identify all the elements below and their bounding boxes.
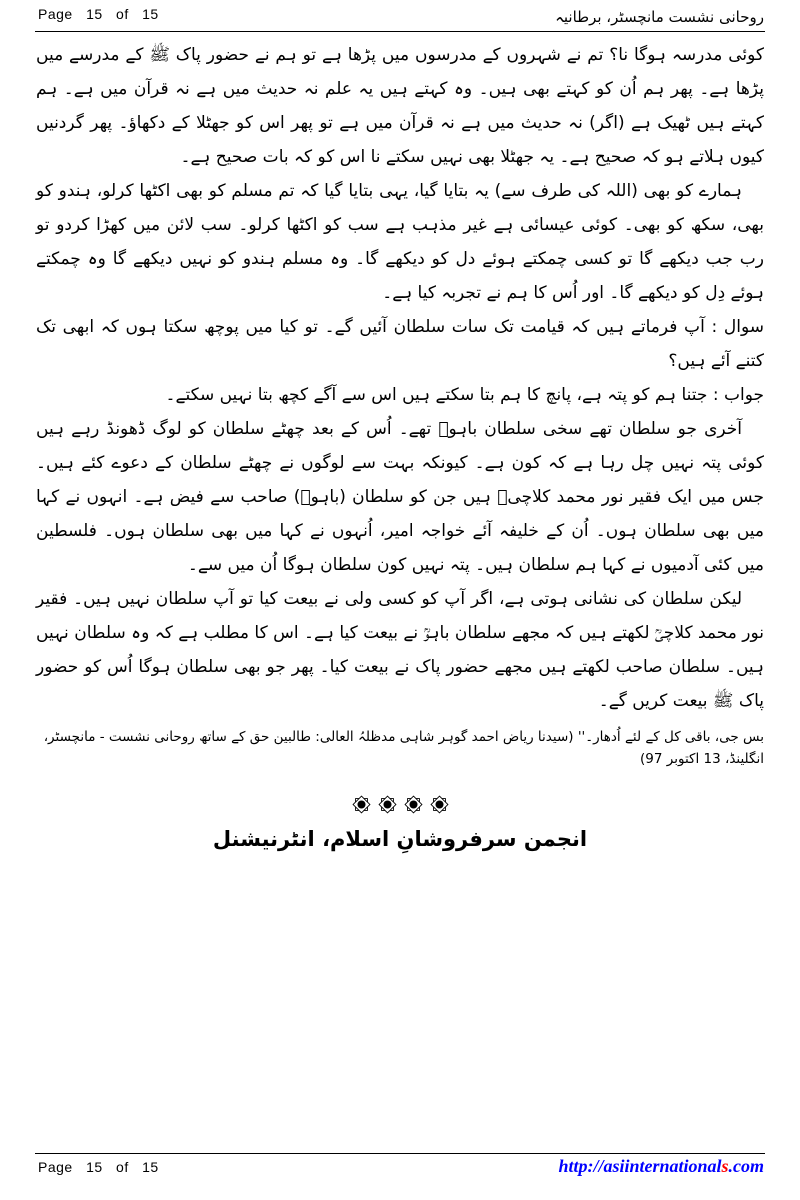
header-divider: [35, 31, 765, 32]
eight-pointed-star-icon: [429, 794, 450, 815]
website-link-suffix: .com: [728, 1156, 764, 1176]
website-link[interactable]: [558, 1156, 764, 1177]
ornament-row: [36, 794, 764, 815]
eight-pointed-star-icon: [403, 794, 424, 815]
body-paragraph: کوئی مدرسہ ہوگا نا؟ تم نے شہروں کے مدرسوں میں پڑھا ہے تو ہم نے حضور پاک ﷺ کے مدرسے میں پڑھا ہے۔ پھر ہم اُن کو کہتے بھی ہیں۔ وہ کہتے ہیں یہ علم نہ حدیث میں ہے نہ قرآن میں ہے۔ ہم کہتے ہیں ٹھیک ہے (اگر) نہ حدیث میں ہے نہ قرآن میں ہے تو پھر اس کو جھٹلا کے دکھاؤ۔ پھر گردنیں کیوں ہلاتے ہو کہ صحیح ہے۔ یہ جھٹلا بھی نہیں سکتے نا اس کو کہ بات صحیح ہے۔: [36, 45, 764, 167]
body-paragraph: ہمارے کو بھی (اللہ کی طرف سے) یہ بتایا گیا، یہی بتایا گیا کہ تم مسلم کو بھی اکٹھا کرلو، ہندو کو بھی، سکھ کو بھی۔ کوئی عیسائی ہے غیر مذہب ہے سب کو اکٹھا کرلو۔ سب لائن میں کھڑا کردو تو رب جب دیکھے گا تو کسی چمکتے ہوئے دل کو دیکھے گا۔ وہ مسلم ہندو کو نہیں دیکھے گا وہ چمکتے ہوئے دِل کو دیکھے گا۔ اور اُس کا ہم نے تجربہ کیا ہے۔: [36, 181, 764, 303]
organization-name: انجمن سرفروشانِ اسلام، انٹرنیشنل: [212, 827, 588, 851]
body-paragraph: لیکن سلطان کی نشانی ہوتی ہے، اگر آپ کو کسی ولی نے بیعت کیا تو آپ سلطان نہیں ہیں۔ فقیر نور محمد کلاچیؒ لکھتے ہیں کہ مجھے سلطان باہوؒ نے بیعت کیا ہے۔ اس کا مطلب ہے کہ وہ سلطان نہیں ہیں۔ سلطان صاحب لکھتے ہیں مجھے حضور پاک نے بیعت کیا۔ پھر جو بھی سلطان ہوگا اُس کو حضور پاک ﷺ بیعت کریں گے۔: [36, 589, 764, 711]
website-link-highlight: s: [721, 1156, 729, 1176]
footer-divider: [35, 1153, 765, 1154]
page-footer: [38, 1156, 764, 1177]
document-body: [36, 38, 764, 851]
answer-paragraph: جواب : جتنا ہم کو پتہ ہے، پانچ کا ہم بتا سکتے ہیں اس سے آگے کچھ بتا نہیں سکتے۔: [165, 385, 764, 405]
website-link-prefix: http://asiinternational: [558, 1156, 722, 1176]
header-page-number: Page 15 of 15: [38, 6, 159, 22]
question-paragraph: سوال : آپ فرماتے ہیں کہ قیامت تک سات سلطان آئیں گے۔ تو کیا میں پوچھ سکتا ہوں کہ ابھی تک کتنے آئے ہیں؟: [36, 317, 764, 371]
attribution-line: بس جی، باقی کل کے لئے اُدھار۔'' (سیدنا ریاض احمد گوہر شاہی مدظلہُ العالی: طالبین حق کے ساتھ روحانی نشست - مانچسٹر، انگلینڈ، 13 اکتوبر 97): [43, 729, 764, 767]
header-title: روحانی نشست مانچسٹر، برطانیہ: [555, 8, 764, 26]
eight-pointed-star-icon: [377, 794, 398, 815]
page-header: [38, 6, 764, 28]
body-paragraph: آخری جو سلطان تھے سخی سلطان باہوؒ تھے۔ اُس کے بعد چھٹے سلطان کو لوگ ڈھونڈ رہے ہیں کوئی پتہ نہیں چل رہا ہے کہ کون ہے۔ کیونکہ بہت سے لوگوں نے چھٹے سلطان کے دعوے کئے ہیں۔ جس میں ایک فقیر نور محمد کلاچیؒ ہیں جن کو سلطان (باہوؒ) صاحب سے فیض ہے۔ انہوں نے کہا میں بھی سلطان ہوں۔ اُن کے خلیفہ آئے خواجہ امیر، اُنہوں نے کہا میں بھی سلطان ہوں۔ فلسطین میں کئی آدمیوں نے کہا ہم سلطان ہیں۔ پتہ نہیں کون سلطان ہوگا اُن میں سے۔: [36, 419, 764, 575]
footer-page-number: Page 15 of 15: [38, 1159, 159, 1175]
eight-pointed-star-icon: [351, 794, 372, 815]
